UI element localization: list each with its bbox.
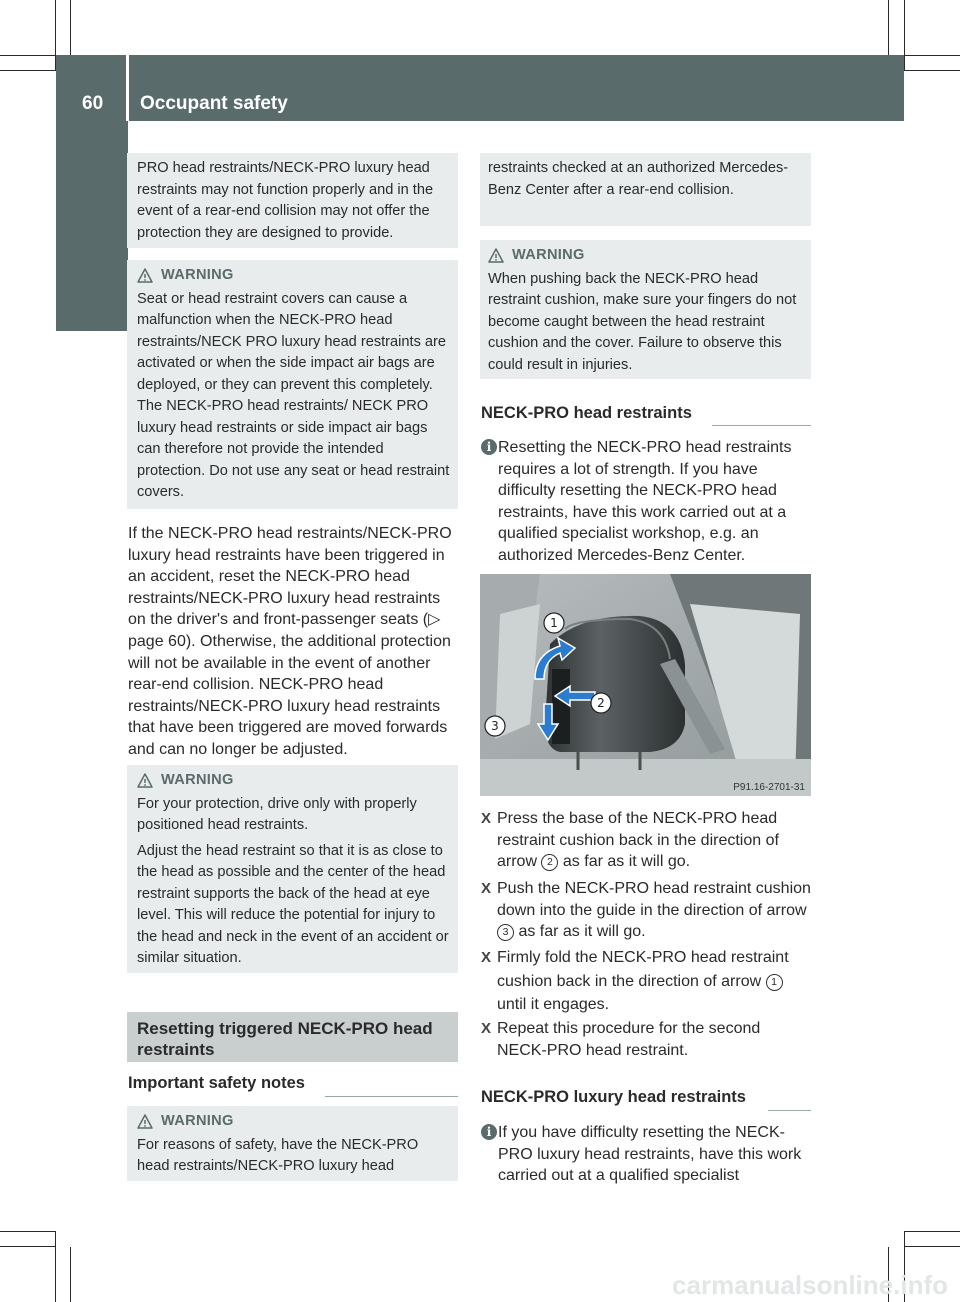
crop-mark xyxy=(0,70,56,71)
instruction-step xyxy=(481,1018,813,1061)
step-text: until it engages. xyxy=(497,996,610,1013)
crop-mark xyxy=(70,0,71,55)
crop-mark xyxy=(70,1247,71,1302)
step-callout: 2 xyxy=(541,854,558,871)
subheading: NECK-PRO luxury head restraints xyxy=(481,1088,746,1106)
divider xyxy=(768,1110,811,1111)
warning-text: For reasons of safety, have the NECK-PRO head restraints/NECK-PRO luxury head xyxy=(137,1136,419,1174)
step-text: as far as it will go. xyxy=(514,923,646,941)
warning-text: Seat or head restraint covers can cause a malfunction when the NECK-PRO head restraints/NECK PRO luxury head restraints are activated or when the side impact air bags are deployed, or they can prevent this completely. The NECK-PRO head restraints/ NECK PRO luxury head restraints or side impact air bags can therefore not provide the intended protection. Do not use any seat or head restraint covers. xyxy=(137,290,450,500)
info-note xyxy=(481,1122,813,1187)
warning-icon xyxy=(137,773,153,789)
warning-label: WARNING xyxy=(161,772,234,788)
divider xyxy=(325,1096,458,1097)
warning-box xyxy=(127,260,458,509)
step-marker-icon: X xyxy=(481,1020,492,1037)
instruction-step xyxy=(481,946,813,1017)
crop-mark xyxy=(55,1232,56,1302)
step-marker-icon: X xyxy=(481,810,492,827)
page-number: 60 xyxy=(82,93,104,114)
warning-box xyxy=(127,765,458,973)
instruction-step xyxy=(481,878,813,943)
header-separator xyxy=(126,55,129,121)
step-text: Push the NECK-PRO head restraint cushion down into the guide in the direction of arrow xyxy=(497,880,811,919)
crop-mark xyxy=(0,55,56,56)
warning-text: Adjust the head restraint so that it is as close to the head as possible and the center of the head restraint supports the back of the head at eye level. This will reduce the potential for injury to the head and neck in the event of an accident or similar situation. xyxy=(137,842,449,966)
step-text: Repeat this procedure for the second NECK-PRO head restraint. xyxy=(497,1020,761,1059)
warning-text: For your protection, drive only with properly positioned head restraints. xyxy=(137,795,417,833)
warning-text: When pushing back the NECK-PRO head restraint cushion, make sure your fingers do not become caught between the head restraint cushion and the cover. Failure to observe this could result in injuries. xyxy=(488,270,797,373)
info-text: If you have difficulty resetting the NECK-PRO luxury head restraints, have this work carried out at a qualified specialist xyxy=(498,1124,802,1185)
note-text: restraints checked at an authorized Mercedes-Benz Center after a rear-end collision. xyxy=(488,160,789,198)
note-text: PRO head restraints/NECK-PRO luxury head restraints may not function properly and in the event of a rear-end collision may not offer the protection they are designed to provide. xyxy=(137,160,434,241)
instruction-step xyxy=(481,808,813,873)
subheading: NECK-PRO head restraints xyxy=(481,404,692,422)
figure-code: P91.16-2701-31 xyxy=(733,782,805,793)
warning-icon xyxy=(488,248,504,264)
watermark: carmanualsonline.info xyxy=(672,1270,948,1300)
step-callout: 1 xyxy=(766,974,783,991)
body-paragraph xyxy=(128,523,462,761)
step-text: Press the base of the NECK-PRO head restraint cushion back in the direction of arrow xyxy=(497,810,779,871)
crop-mark xyxy=(0,1231,56,1232)
crop-mark xyxy=(904,0,905,70)
info-note xyxy=(481,437,813,567)
warning-label: WARNING xyxy=(161,1113,234,1129)
crop-mark xyxy=(0,1246,56,1247)
section-tab-label: Safety xyxy=(84,266,107,330)
section-heading: Resetting triggered NECK-PRO head restraints xyxy=(127,1012,458,1062)
warning-box xyxy=(127,1106,458,1181)
info-text: Resetting the NECK-PRO head restraints requires a lot of strength. If you have difficulty resetting the NECK-PRO head restraints, have this work carried out at a qualified specialist workshop, e.g. an authorized Mercedes-Benz Center. xyxy=(498,439,792,564)
info-icon: i xyxy=(481,439,497,455)
body-text: If the NECK-PRO head restraints/NECK-PRO luxury head restraints have been triggered in an accident, reset the NECK-PRO head restraints/NECK-PRO luxury head restraints on the driver's and front-passenger seats (▷ page 60). Otherwise, the additional protection will not be available in the event of another rear-end collision. NECK-PRO head restraints/NECK-PRO luxury head restraints that have been triggered are moved forwards and can no longer be adjusted. xyxy=(128,525,452,758)
crop-mark xyxy=(904,1231,960,1232)
step-text: Firmly fold the NECK-PRO head restraint cushion back in the direction of arrow xyxy=(497,949,789,990)
divider xyxy=(712,425,811,426)
info-icon: i xyxy=(481,1124,497,1140)
step-text: as far as it will go. xyxy=(558,853,691,871)
warning-icon xyxy=(137,1114,153,1130)
figure-callout-1: 1 xyxy=(550,616,558,630)
note-box xyxy=(480,153,811,226)
crop-mark xyxy=(904,55,960,56)
warning-label: WARNING xyxy=(161,267,234,283)
figure-callout-2: 2 xyxy=(597,696,605,710)
chapter-title: Occupant safety xyxy=(140,93,288,114)
crop-mark xyxy=(904,1246,960,1247)
step-callout: 3 xyxy=(497,924,514,941)
step-marker-icon: X xyxy=(481,880,492,897)
head-restraint-illustration xyxy=(480,574,811,796)
figure-callout-3: 3 xyxy=(491,719,499,733)
warning-box xyxy=(480,240,811,379)
head-restraint-figure xyxy=(480,574,811,796)
crop-mark xyxy=(888,0,889,55)
crop-mark xyxy=(904,70,960,71)
note-box xyxy=(127,153,458,248)
warning-label: WARNING xyxy=(512,247,585,263)
warning-icon xyxy=(137,268,153,284)
subheading: Important safety notes xyxy=(128,1074,305,1092)
step-marker-icon: X xyxy=(481,949,492,966)
